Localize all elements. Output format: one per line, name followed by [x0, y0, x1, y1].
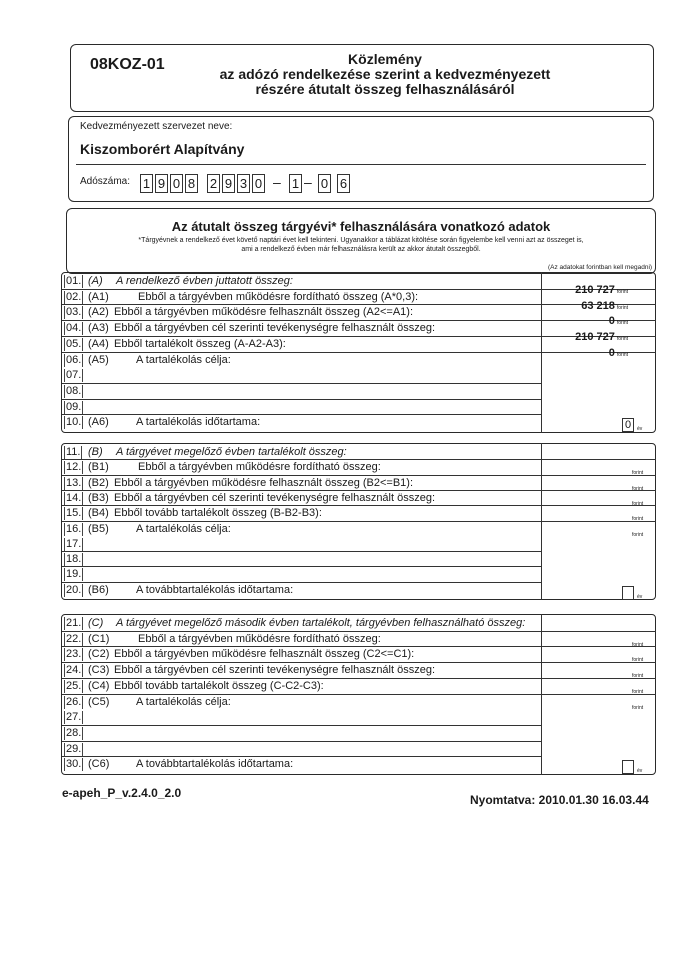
row-underline	[62, 414, 542, 415]
row-number: 02.	[66, 290, 82, 303]
row-number: 28.	[66, 726, 82, 739]
row-number: 11.	[66, 446, 81, 458]
row-label: Ebből a tárgyévben működésre fordítható összeg:	[138, 461, 381, 474]
tax-digit[interactable]: 1	[289, 174, 302, 193]
row-code: (A6)	[88, 416, 109, 429]
tax-digit[interactable]: 2	[207, 174, 220, 193]
row-label: Ebből tartalékolt összeg (A-A2-A3):	[114, 337, 286, 350]
row-number: 27.	[66, 711, 82, 724]
row-code: (C5)	[88, 695, 110, 708]
row-code: (C3)	[88, 664, 110, 677]
section-title: Az átutalt összeg tárgyévi* felhasználására vonatkozó adatok	[171, 219, 551, 234]
row-underline	[62, 741, 542, 742]
tax-digit[interactable]: 0	[252, 174, 265, 193]
row-code: (C)	[88, 617, 104, 629]
row-number: 23.	[66, 648, 82, 661]
title-line-1: Közlemény	[348, 51, 422, 67]
title-line-3: részére átutalt összeg felhasználásáról	[255, 81, 515, 97]
unit-forint: forint	[632, 470, 644, 477]
duration-years-input[interactable]	[622, 586, 634, 600]
amount-value[interactable]	[538, 300, 628, 312]
form-code: 08KOZ-01	[90, 56, 165, 73]
row-code: (B6)	[88, 583, 109, 596]
amount-value[interactable]	[538, 315, 628, 327]
unit-forint: forint	[632, 641, 644, 648]
row-underline	[62, 505, 656, 506]
row-code: (A3)	[88, 322, 109, 335]
section-note-2: ami a rendelkező évben már felhasználásra került az akkor átutalt összegből.	[241, 246, 481, 253]
row-label: A tartalékolás célja:	[136, 353, 231, 366]
row-underline	[62, 566, 542, 567]
row-label: Ebből a tárgyévben működésre fordítható összeg (A*0,3):	[138, 290, 419, 303]
row-code: (A2)	[88, 306, 109, 319]
unit-forint: forint	[616, 351, 628, 358]
row-underline	[62, 662, 656, 663]
tax-digit[interactable]: 0	[318, 174, 331, 193]
row-number: 10.	[66, 416, 82, 429]
row-number: 05.	[66, 337, 82, 350]
value-column-divider	[541, 443, 542, 600]
row-label: A továbbtartalékolás időtartama:	[136, 583, 294, 596]
row-number: 13.	[66, 476, 82, 489]
value-column-divider	[541, 614, 542, 775]
footer-printed: Nyomtatva: 2010.01.30 16.03.44	[470, 793, 649, 807]
row-number: 16.	[66, 522, 82, 535]
row-number: 15.	[66, 507, 82, 520]
row-label: A tartalékolás időtartama:	[136, 416, 261, 429]
row-number: 06.	[66, 353, 82, 366]
row-number: 08.	[66, 384, 82, 397]
row-number: 18.	[66, 553, 82, 566]
row-code: (C4)	[88, 679, 110, 692]
row-underline	[62, 756, 542, 757]
unit-forint: forint	[616, 304, 628, 311]
row-label: A tartalékolás célja:	[136, 522, 231, 535]
row-underline	[62, 490, 656, 491]
row-number: 24.	[66, 664, 82, 677]
tax-dash: –	[304, 174, 312, 190]
row-underline	[62, 582, 542, 583]
unit-forint: forint	[616, 289, 628, 295]
unit-forint: forint	[632, 704, 644, 711]
row-label: Ebből a tárgyévben cél szerinti tevékenységre felhasznált összeg:	[114, 491, 436, 504]
row-number: 07.	[66, 369, 82, 382]
unit-forint: forint	[632, 531, 644, 538]
row-label: Ebből tovább tartalékolt összeg (B-B2-B3):	[114, 507, 322, 520]
unit-forint: forint	[632, 516, 644, 523]
row-number: 21.	[66, 617, 82, 629]
amount-value[interactable]	[538, 284, 628, 296]
row-label: Ebből a tárgyévben cél szerinti tevékenységre felhasznált összeg:	[114, 322, 436, 335]
row-underline	[62, 521, 656, 522]
row-code: (B4)	[88, 507, 109, 520]
tax-digit[interactable]: 1	[140, 174, 153, 193]
row-number: 03.	[66, 306, 82, 319]
unit-forint: forint	[616, 336, 628, 343]
row-code: (B2)	[88, 476, 109, 489]
row-code: (C1)	[88, 632, 110, 645]
row-number: 01.	[66, 275, 82, 287]
unit-ev: év	[637, 768, 643, 775]
row-number: 26.	[66, 695, 82, 708]
row-code: (A)	[88, 275, 103, 287]
footer-version: e-apeh_P_v.2.4.0_2.0	[62, 786, 182, 800]
row-code: (B3)	[88, 491, 109, 504]
row-number: 12.	[66, 461, 82, 474]
amount-number: 0	[608, 315, 615, 328]
tax-digit[interactable]: 9	[155, 174, 168, 193]
row-number: 14.	[66, 491, 82, 504]
tax-digit[interactable]: 6	[337, 174, 350, 193]
unit-forint: forint	[632, 500, 644, 507]
row-code: (B)	[88, 446, 103, 458]
unit-forint: forint	[632, 657, 644, 664]
row-number: 25.	[66, 679, 82, 692]
row-label: A tárgyévet megelőző évben tartalékolt összeg:	[116, 446, 347, 458]
row-underline	[62, 551, 542, 552]
row-number: 17.	[66, 537, 82, 550]
row-label: Ebből tovább tartalékolt összeg (C-C2-C3):	[114, 679, 324, 692]
row-label: Ebből a tárgyévben működésre felhasznált összeg (B2<=B1):	[114, 476, 414, 489]
row-underline	[62, 631, 656, 632]
duration-years-input[interactable]	[622, 760, 634, 774]
row-label: Ebből a tárgyévben működésre felhasznált összeg (C2<=C1):	[114, 648, 415, 661]
row-number: 09.	[66, 400, 82, 413]
unit-forint: forint	[632, 485, 644, 492]
tax-dash: –	[273, 174, 281, 190]
amount-number: 210 727	[575, 331, 615, 344]
unit-forint: forint	[616, 320, 628, 327]
row-underline	[62, 459, 656, 460]
org-name-underline	[76, 164, 646, 165]
row-underline	[62, 725, 542, 726]
tax-digit[interactable]: 8	[185, 174, 198, 193]
amount-number: 210 727	[575, 284, 615, 296]
row-code: (B1)	[88, 461, 109, 474]
tax-digit[interactable]: 9	[222, 174, 235, 193]
unit-forint: forint	[632, 673, 644, 680]
amount-number: 63 218	[581, 299, 615, 312]
row-code: (C6)	[88, 758, 110, 771]
row-label: Ebből a tárgyévben cél szerinti tevékenységre felhasznált összeg:	[114, 664, 436, 677]
page-title	[175, 52, 595, 97]
row-number: 04.	[66, 322, 82, 335]
row-code: (C2)	[88, 648, 110, 661]
title-line-2: az adózó rendelkezése szerint a kedvezményezett	[219, 66, 551, 82]
row-underline	[62, 678, 656, 679]
row-underline	[62, 694, 656, 695]
row-underline	[62, 383, 542, 384]
section-note-1: *Tárgyévnek a rendelkező évet követő naptári évet kell tekinteni. Ugyanakkor a táblázat kitöltése során figyelembe kell venni azt az összeget is,	[138, 237, 584, 244]
tax-label: Adószáma:	[80, 176, 131, 187]
row-label: Ebből a tárgyévben működésre fordítható összeg:	[138, 632, 381, 645]
row-number: 19.	[66, 568, 82, 581]
duration-years-input[interactable]: 0	[622, 418, 634, 432]
tax-digit[interactable]: 3	[237, 174, 250, 193]
tax-digit[interactable]: 0	[170, 174, 183, 193]
row-number: 20.	[66, 583, 82, 596]
row-code: (A1)	[88, 290, 109, 303]
row-underline	[62, 399, 542, 400]
unit-ev: év	[637, 426, 643, 433]
amount-number: 0	[608, 346, 615, 359]
row-label: A továbbtartalékolás időtartama:	[136, 758, 294, 771]
row-label: A rendelkező évben juttatott összeg:	[116, 275, 293, 287]
amount-value[interactable]	[538, 347, 628, 359]
row-number: 30.	[66, 758, 82, 771]
org-name-value: Kiszomborért Alapítvány	[80, 141, 245, 157]
row-label: A tárgyévet megelőző második évben tartalékolt, tárgyévben felhasználható összeg:	[116, 617, 526, 629]
row-underline	[62, 646, 656, 647]
row-code: (A5)	[88, 353, 109, 366]
row-label: A tartalékolás célja:	[136, 695, 231, 708]
org-name-label: Kedvezményezett szervezet neve:	[80, 121, 233, 132]
unit-ev: év	[637, 593, 643, 600]
units-note: (Az adatokat forintban kell megadni)	[548, 264, 653, 271]
unit-forint: forint	[632, 688, 644, 695]
row-code: (A4)	[88, 337, 109, 350]
row-number: 29.	[66, 742, 82, 755]
row-underline	[62, 475, 656, 476]
amount-value[interactable]	[538, 331, 628, 343]
row-number: 22.	[66, 632, 82, 645]
row-label: Ebből a tárgyévben működésre felhasznált összeg (A2<=A1):	[114, 306, 414, 319]
row-code: (B5)	[88, 522, 109, 535]
